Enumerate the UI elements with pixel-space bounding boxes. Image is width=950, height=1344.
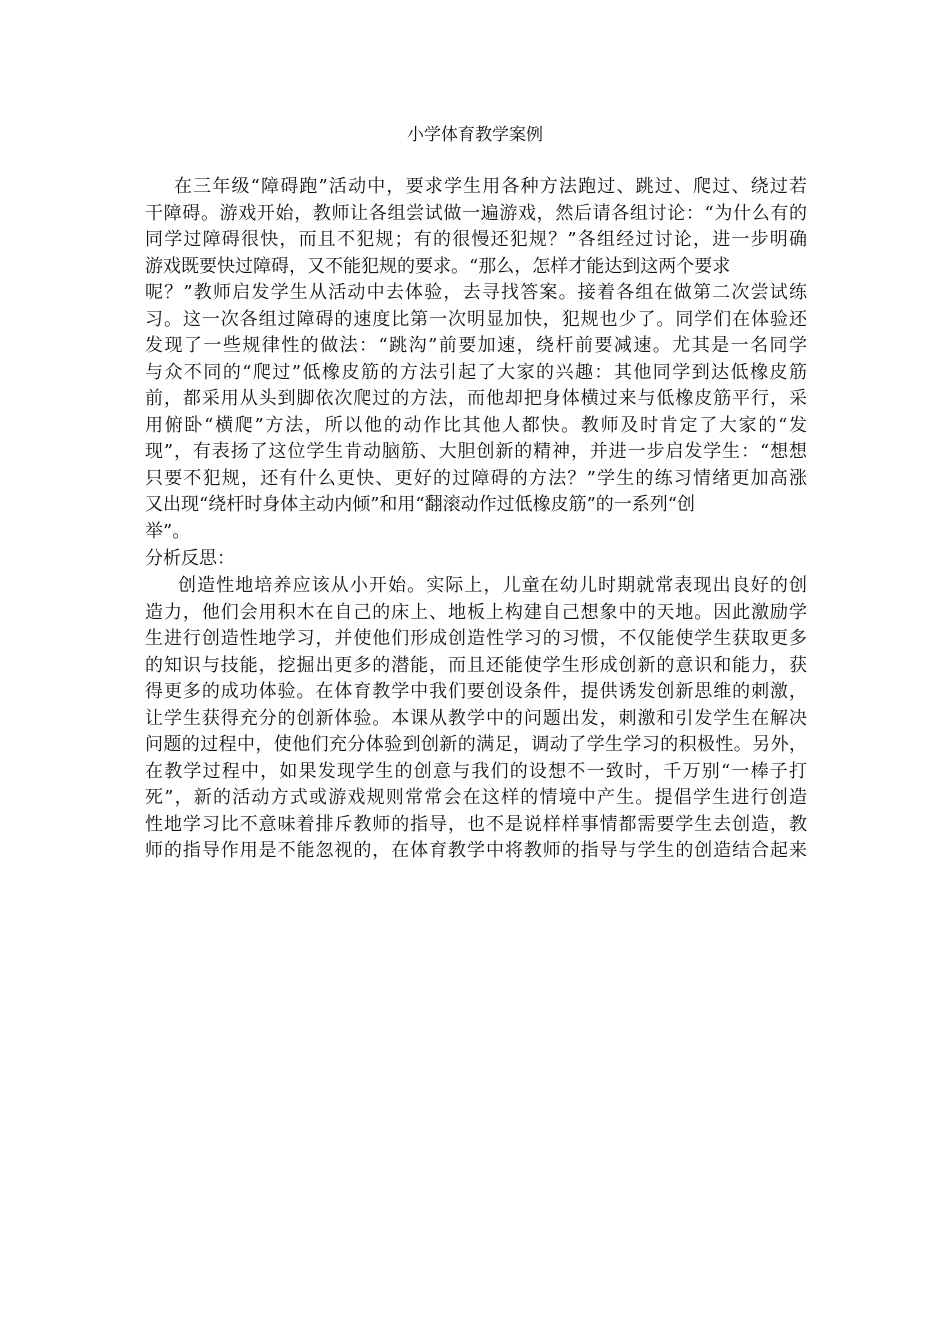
- analysis-line: 的知识与技能，挖掘出更多的潜能，而且还能使学生形成创新的意识和能力，获: [145, 654, 807, 676]
- analysis-line: 在教学过程中，如果发现学生的创意与我们的设想不一致时，千万别“一棒子打: [145, 760, 807, 782]
- case-line: 习。这一次各组过障碍的速度比第一次明显加快，犯规也少了。同学们在体验还: [145, 308, 807, 330]
- case-line: 现”，有表扬了这位学生肯动脑筋、大胆创新的精神，并进一步启发学生：“想想: [145, 441, 807, 462]
- case-line: 用俯卧“横爬”方法，所以他的动作比其他人都快。教师及时肯定了大家的“发: [145, 414, 807, 436]
- analysis-line: 让学生获得充分的创新体验。本课从教学中的问题出发，刺激和引发学生在解决: [145, 707, 807, 729]
- case-line: 与众不同的“爬过”低橡皮筋的方法引起了大家的兴趣：其他同学到达低橡皮筋: [145, 361, 807, 383]
- case-line: 游戏既要快过障碍，又不能犯规的要求。“那么，怎样才能达到这两个要求: [145, 255, 731, 277]
- case-line: 在三年级“障碍跑”活动中，要求学生用各种方法跑过、跳过、爬过、绕过若: [174, 176, 807, 197]
- analysis-line: 死”，新的活动方式或游戏规则常常会在这样的情境中产生。提倡学生进行创造: [145, 787, 807, 808]
- case-line: 前，都采用从头到脚依次爬过的方法，而他却把身体横过来与低橡皮筋平行，采: [145, 388, 807, 409]
- analysis-line: 性地学习比不意味着排斥教师的指导，也不是说样样事情都需要学生去创造，教: [145, 813, 807, 835]
- case-line: 同学过障碍很快，而且不犯规；有的很慢还犯规？”各组经过讨论，进一步明确: [145, 229, 807, 250]
- analysis-line: 问题的过程中，使他们充分体验到创新的满足，调动了学生学习的积极性。另外，: [145, 734, 807, 755]
- analysis-paragraph: [145, 573, 807, 865]
- analysis-line: 造力，他们会用积木在自己的床上、地板上构建自己想象中的天地。因此激励学: [145, 601, 807, 623]
- case-line: 只要不犯规，还有什么更快、更好的过障碍的方法？”学生的练习情绪更加高涨: [145, 467, 807, 489]
- analysis-line: 生进行创造性地学习，并使他们形成创造性学习的习惯，不仅能使学生获取更多: [145, 628, 807, 649]
- case-line: 呢？”教师启发学生从活动中去体验，去寻找答案。接着各组在做第二次尝试练: [145, 282, 807, 303]
- analysis-line: 得更多的成功体验。在体育教学中我们要创设条件，提供诱发创新思维的刺激，: [145, 681, 807, 702]
- case-paragraph: [145, 174, 807, 545]
- case-line: 发现了一些规律性的做法：“跳沟”前要加速，绕杆前要减速。尤其是一名同学: [145, 335, 807, 356]
- case-line: 举”。: [145, 520, 191, 542]
- analysis-line: 师的指导作用是不能忽视的，在体育教学中将教师的指导与学生的创造结合起来: [145, 840, 807, 861]
- analysis-line: 创造性地培养应该从小开始。实际上，儿童在幼儿时期就常表现出良好的创: [178, 575, 807, 596]
- case-line: 又出现“绕杆时身体主动内倾”和用“翻滚动作过低橡皮筋”的一系列“创: [145, 494, 696, 515]
- analysis-heading: 分析反思：: [145, 548, 235, 569]
- document-title: 小学体育教学案例: [407, 125, 543, 145]
- case-line: 干障碍。游戏开始，教师让各组尝试做一遍游戏，然后请各组讨论：“为什么有的: [145, 202, 807, 224]
